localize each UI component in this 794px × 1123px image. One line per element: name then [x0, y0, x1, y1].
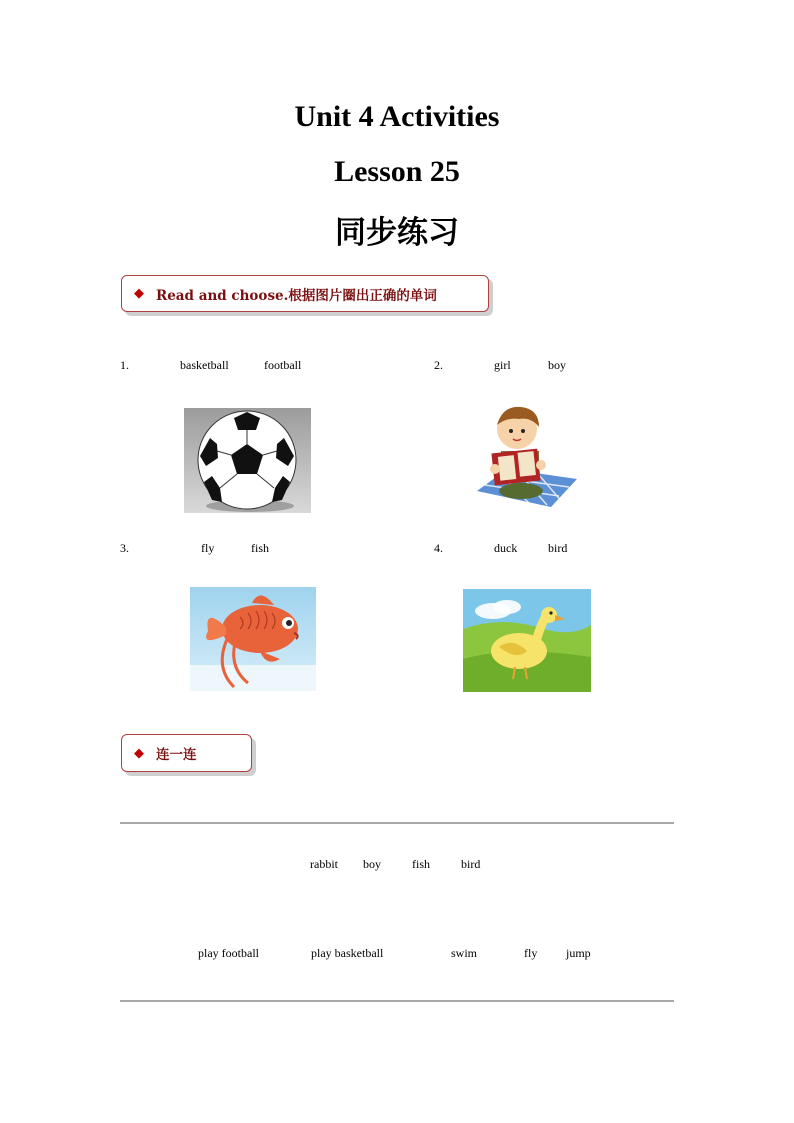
match-phrase[interactable]: fly	[524, 946, 538, 960]
match-word[interactable]: boy	[363, 857, 381, 871]
match-phrase[interactable]: play basketball	[311, 946, 384, 960]
goldfish-picture	[190, 587, 316, 691]
match-phrase[interactable]: play football	[198, 946, 259, 960]
match-phrase[interactable]: swim	[451, 946, 478, 960]
choice-word[interactable]: fish	[251, 541, 269, 555]
boy-reading-picture	[459, 403, 577, 511]
soccer-ball-picture	[184, 408, 311, 513]
section-header-read-and-choose	[121, 275, 489, 312]
choice-word[interactable]: boy	[548, 358, 566, 372]
choice-word[interactable]: girl	[494, 358, 511, 372]
diamond-bullet-icon: ◆	[134, 286, 144, 301]
question-number: 3.	[120, 541, 129, 555]
section-header-match	[121, 734, 252, 772]
section-label: 连一连	[156, 747, 197, 763]
section-label: Read and choose.根据图片圈出正确的单词	[156, 287, 437, 304]
question-number: 1.	[120, 358, 129, 372]
diamond-bullet-icon: ◆	[134, 745, 144, 761]
unit-title: Unit 4 Activities	[294, 100, 500, 133]
duck-picture	[463, 589, 591, 692]
match-word[interactable]: bird	[461, 857, 481, 871]
page-subtitle: 同步练习	[335, 215, 459, 251]
match-word[interactable]: fish	[412, 857, 430, 871]
choice-word[interactable]: fly	[201, 541, 215, 555]
match-phrase[interactable]: jump	[566, 946, 591, 960]
divider-top	[120, 822, 674, 824]
choice-word[interactable]: football	[264, 358, 302, 372]
question-number: 2.	[434, 358, 443, 372]
choice-word[interactable]: bird	[548, 541, 568, 555]
question-number: 4.	[434, 541, 443, 555]
match-word[interactable]: rabbit	[310, 857, 338, 871]
choice-word[interactable]: basketball	[180, 358, 229, 372]
choice-word[interactable]: duck	[494, 541, 518, 555]
divider-bottom	[120, 1000, 674, 1002]
lesson-title: Lesson 25	[334, 155, 460, 188]
